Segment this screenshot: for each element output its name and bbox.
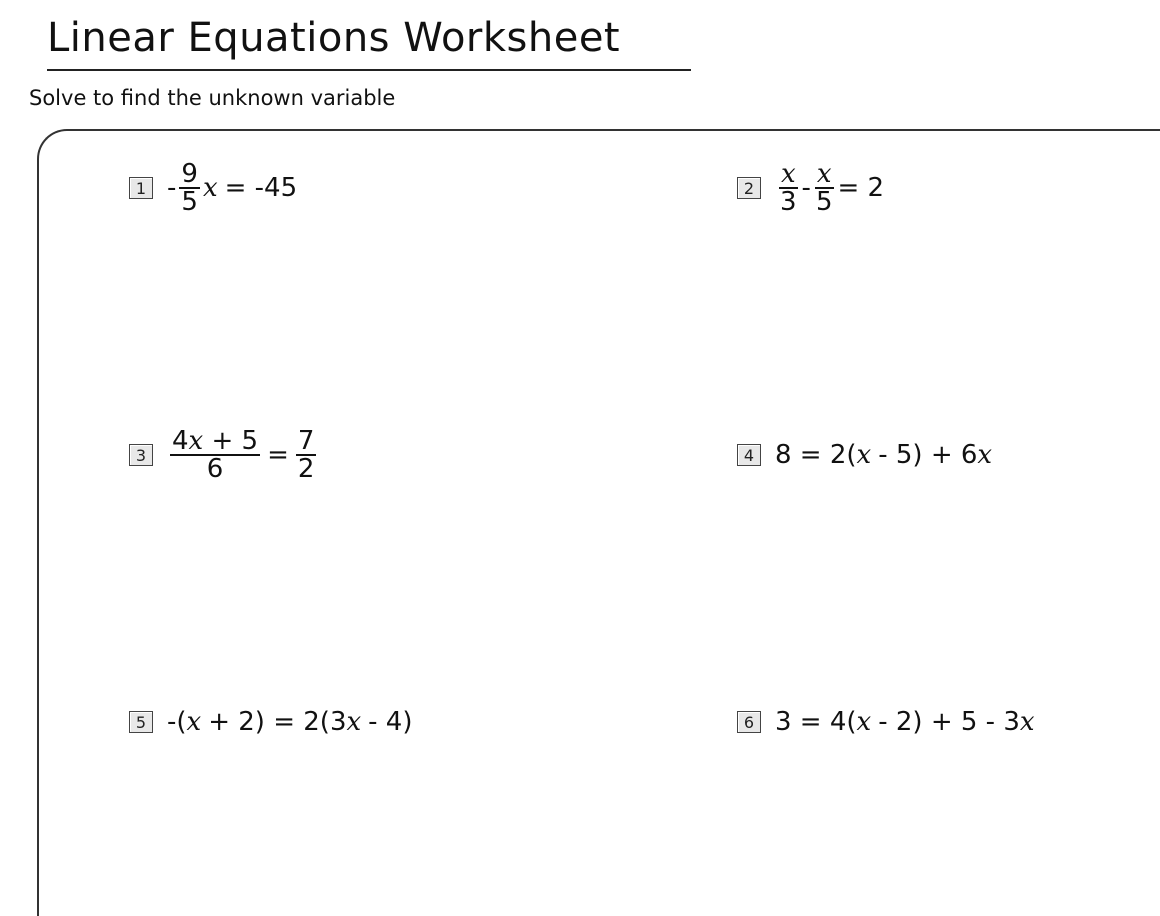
equation-2 xyxy=(775,161,884,215)
equation-4-variable-1: x xyxy=(856,440,872,470)
problem-number-4: 4 xyxy=(737,444,761,466)
equation-5-part-3: - 4) xyxy=(368,707,413,737)
equation-1-sign: - xyxy=(167,173,177,203)
equation-1-variable: x xyxy=(202,173,218,203)
equation-1 xyxy=(167,161,297,215)
equation-3-numerator-2: 7 xyxy=(297,426,315,456)
equation-2-denominator-2: 5 xyxy=(815,187,833,217)
problem-5 xyxy=(129,692,413,752)
equation-2-operator: - xyxy=(801,173,811,203)
problem-number-1: 1 xyxy=(129,177,153,199)
problem-3 xyxy=(129,425,319,485)
equation-3-numerator-1 xyxy=(170,428,260,456)
equation-6-variable-2: x xyxy=(1019,707,1035,737)
equation-5-variable-2: x xyxy=(346,707,362,737)
problem-4 xyxy=(737,425,992,485)
title-underline xyxy=(47,69,691,71)
equation-1-fraction xyxy=(179,161,200,215)
equation-2-numerator-2: x xyxy=(816,159,832,189)
equation-5-variable-1: x xyxy=(186,707,202,737)
equation-3-fraction-1 xyxy=(170,428,260,482)
equation-5-part-1: -( xyxy=(167,707,187,737)
equation-3-denominator-2: 2 xyxy=(297,454,315,484)
equation-5 xyxy=(167,707,413,737)
equation-1-denominator: 5 xyxy=(181,187,198,217)
equation-1-rhs: = -45 xyxy=(224,173,298,203)
equation-6-variable-1: x xyxy=(856,707,872,737)
equation-6-part-1: 3 = 4( xyxy=(775,707,857,737)
problem-6 xyxy=(737,692,1035,752)
equation-2-numerator-1: x xyxy=(780,159,796,189)
worksheet-instructions: Solve to find the unknown variable xyxy=(29,86,396,110)
problem-number-3: 3 xyxy=(129,444,153,466)
equation-4 xyxy=(775,440,992,470)
equation-2-fraction-2 xyxy=(814,161,835,215)
equation-3-fraction-2 xyxy=(296,428,317,482)
problem-number-2: 2 xyxy=(737,177,761,199)
equation-4-part-2: - 5) + 6 xyxy=(878,440,978,470)
problem-number-5: 5 xyxy=(129,711,153,733)
problem-1 xyxy=(129,158,297,218)
equation-3-coefficient: 4 xyxy=(172,426,189,456)
problem-2 xyxy=(737,158,884,218)
equation-4-variable-2: x xyxy=(977,440,993,470)
worksheet-title: Linear Equations Worksheet xyxy=(47,15,621,61)
equation-3 xyxy=(167,428,319,482)
equation-5-part-2: + 2) = 2(3 xyxy=(208,707,347,737)
equation-3-constant: + 5 xyxy=(211,426,259,456)
problem-number-6: 6 xyxy=(737,711,761,733)
equation-6 xyxy=(775,707,1035,737)
equation-2-fraction-1 xyxy=(778,161,799,215)
equation-1-numerator: 9 xyxy=(181,159,198,189)
equation-3-denominator-1: 6 xyxy=(206,454,224,484)
equation-2-denominator-1: 3 xyxy=(780,187,797,217)
equation-3-variable: x xyxy=(188,426,204,456)
equation-4-part-1: 8 = 2( xyxy=(775,440,857,470)
equation-2-rhs: = 2 xyxy=(837,173,885,203)
problems-frame xyxy=(37,129,1160,916)
equation-6-part-2: - 2) + 5 - 3 xyxy=(878,707,1020,737)
equation-3-equals: = xyxy=(267,440,289,470)
